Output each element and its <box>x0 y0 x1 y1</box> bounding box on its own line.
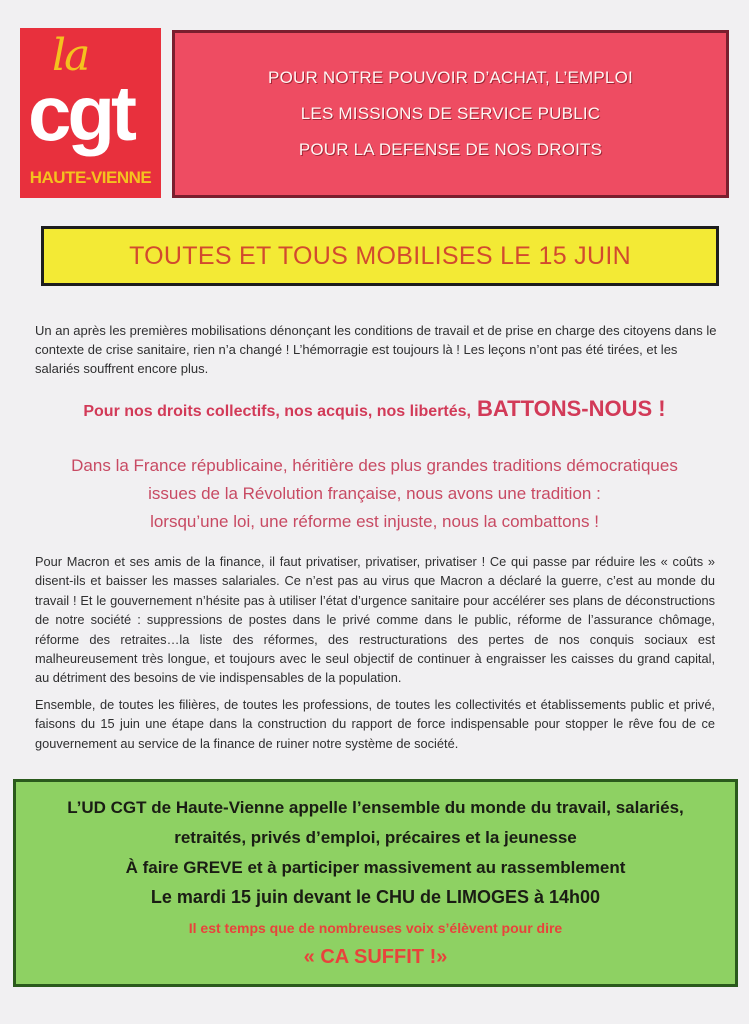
header-line-2: LES MISSIONS DE SERVICE PUBLIC <box>300 104 601 123</box>
tradition-line-2: issues de la Révolution française, nous avons une tradition : <box>148 484 601 503</box>
cta-line-4: Le mardi 15 juin devant le CHU de LIMOGES à 14h00 <box>150 887 601 907</box>
call-to-action-box <box>13 779 738 987</box>
cta-shout: « CA SUFFIT !» <box>303 946 448 968</box>
slogan <box>0 396 749 422</box>
tradition-statement <box>0 452 749 536</box>
page-title: TOUTES ET TOUS MOBILISES LE 15 JUIN <box>129 241 631 270</box>
tradition-line-3: lorsqu’une loi, une réforme est injuste, nous la combattons ! <box>150 512 599 531</box>
body-paragraph-1: Pour Macron et ses amis de la finance, il faut privatiser, privatiser, privatiser ! Ce qui passe par réduire les « coûts » disent-ils et baisser les masses salariales. Ce n’est pas au virus que Macron a déclaré la guerre, c’est au monde du travail ! Et le gouvernement n’hésite pas à utiliser l’état d’urgence sanitaire pour accélérer ses plans de déconstructions de notre société : suppressions de postes dans le privé comme dans le public, réforme de l’assurance chômage, réforme des retraites…la liste des réformes, des restructurations des pertes de nos conquis sociaux est malheureusement très longue, et toujours avec le seul objectif de continuer à engraisser les caisses du grand capital, au détriment des besoins de vie indispensables de la population. <box>35 554 715 686</box>
tradition-line-1: Dans la France républicaine, héritière des plus grandes traditions démocratiques <box>71 456 678 475</box>
intro-paragraph: Un an après les premières mobilisations dénonçant les conditions de travail et de prise en charge des citoyens dans le contexte de crise sanitaire, rien n’a changé ! L’hémorragie est toujours là ! Les leçons n’ont pas été tirées, et les salariés souffrent encore plus. <box>35 323 717 376</box>
header-line-3: POUR LA DEFENSE DE NOS DROITS <box>298 140 603 159</box>
logo-cgt-text: cgt <box>28 69 133 157</box>
header-line-1: POUR NOTRE POUVOIR D’ACHAT, L’EMPLOI <box>268 68 633 87</box>
title-banner <box>41 226 719 286</box>
cta-line-2: retraités, privés d’emploi, précaires et la jeunesse <box>174 828 577 847</box>
slogan-accent: BATTONS-NOUS ! <box>477 396 666 421</box>
logo-region-text: HAUTE-VIENNE <box>29 168 152 187</box>
logo-la-text: la <box>52 30 89 81</box>
header-banner <box>172 30 729 198</box>
cgt-logo <box>20 28 161 198</box>
cta-call: Il est temps que de nombreuses voix s’élèvent pour dire <box>188 920 563 936</box>
cta-line-3: À faire GREVE et à participer massivement au rassemblement <box>125 858 626 877</box>
slogan-main: Pour nos droits collectifs, nos acquis, nos libertés, <box>83 403 471 420</box>
body-paragraph-2: Ensemble, de toutes les filières, de toutes les professions, de toutes les collectivités et établissements public et privé, faisons du 15 juin une étape dans la construction du rapport de force indispensable pour stopper le rêve fou de ce gouvernement au service de la finance de ruiner notre système de société. <box>35 697 715 751</box>
cta-line-1: L’UD CGT de Haute-Vienne appelle l’ensemble du monde du travail, salariés, <box>67 798 684 817</box>
